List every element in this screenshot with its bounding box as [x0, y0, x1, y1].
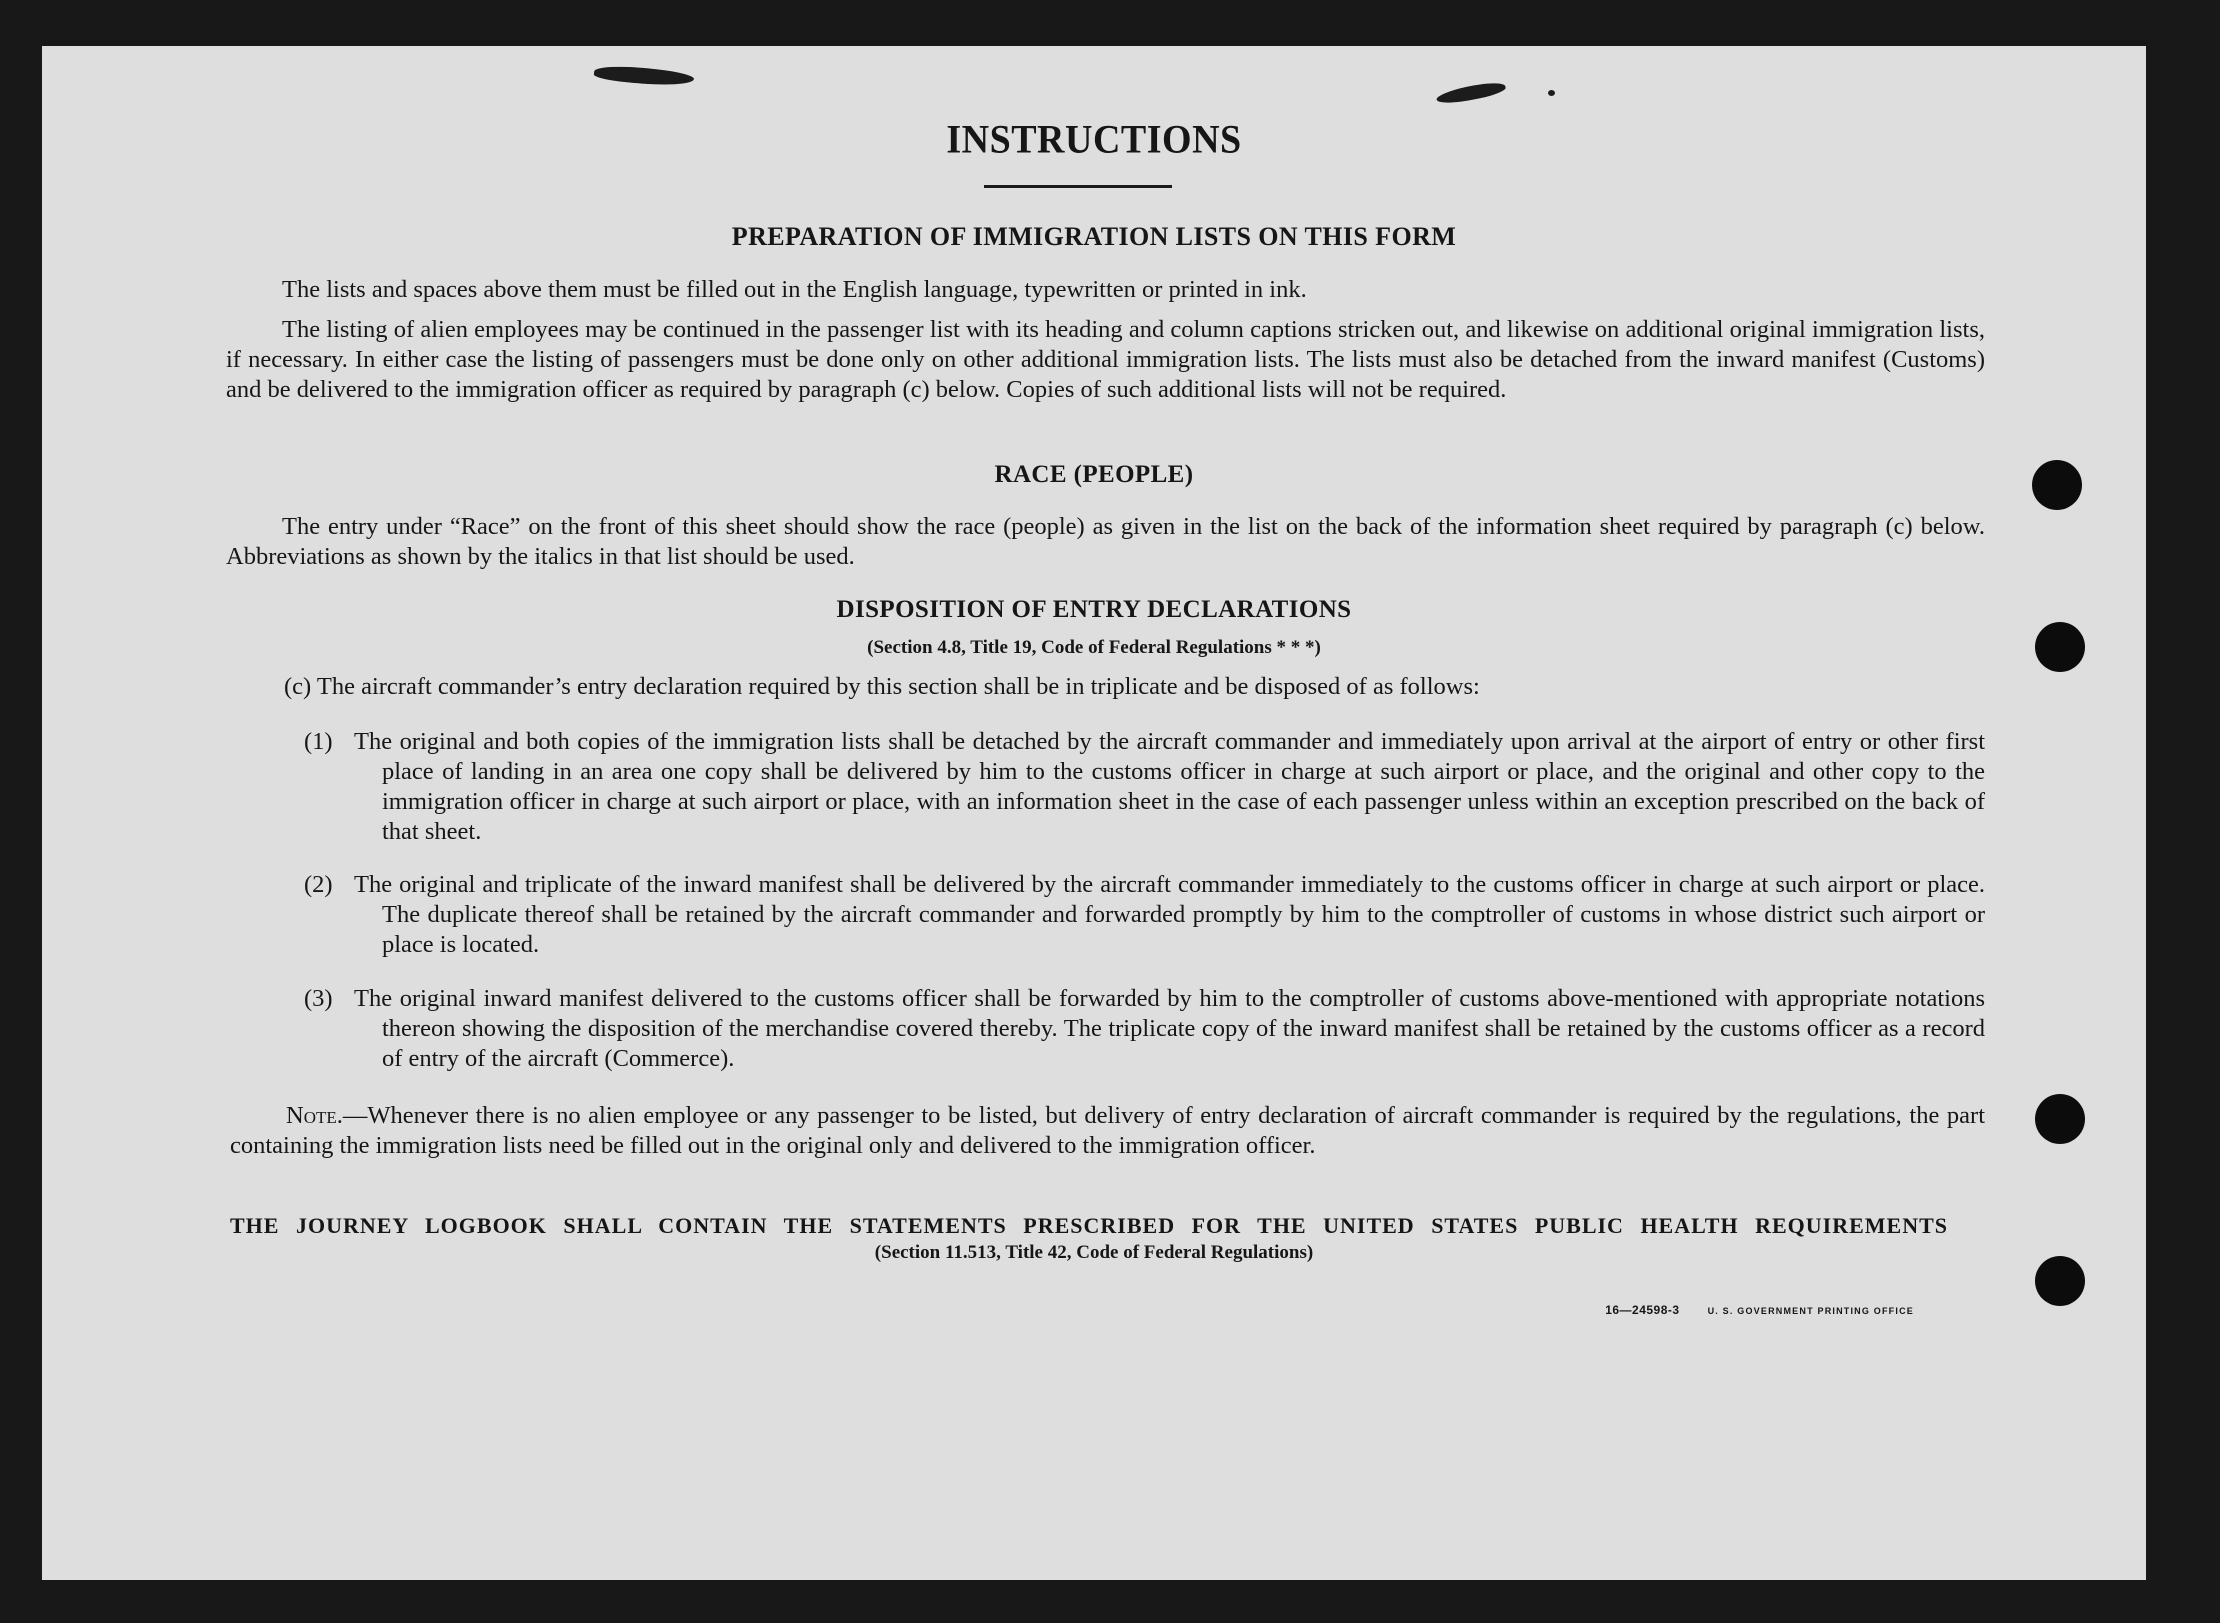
preparation-paragraph-2: The listing of alien employees may be continued in the passenger list with its heading and column captions stricken out, and likewise on additional original immigration lists, if necessary. In either case the listing of passengers must be done only on other additional immigration lists. The lists must also be detached from the inward manifest (Customs) and be delivered to the immigration officer as required by paragraph (c) below. Copies of such additional lists will not be required. [226, 316, 1985, 403]
health-requirements-statement: THE JOURNEY LOGBOOK SHALL CONTAIN THE STATEMENTS PRESCRIBED FOR THE UNITED STATES PUBLIC HEALTH REQUIREMENTS [230, 1213, 1948, 1238]
form-number: 16—24598-3 [1605, 1303, 1680, 1317]
disposition-citation: (Section 4.8, Title 19, Code of Federal Regulations * * *) [867, 637, 1321, 658]
disposition-intro: (c) The aircraft commander’s entry declaration required by this section shall be in triplicate and be disposed of as follows: [284, 673, 1480, 700]
disposition-item-1 [304, 727, 1985, 847]
preparation-paragraph-1: The lists and spaces above them must be filled out in the English language, typewritten or printed in ink. [282, 276, 1307, 303]
section-heading-disposition: DISPOSITION OF ENTRY DECLARATIONS [836, 596, 1352, 623]
item-number: (2) [304, 871, 333, 898]
disposition-item-3 [304, 984, 1985, 1074]
preparation-text [226, 275, 1985, 405]
disposition-item-2 [304, 870, 1985, 960]
health-requirements-citation: (Section 11.513, Title 42, Code of Federal Regulations) [874, 1242, 1314, 1263]
item-number: (3) [304, 985, 333, 1012]
race-paragraph: The entry under “Race” on the front of this sheet should show the race (people) as given in the list on the back of the information sheet required by paragraph (c) below. Abbreviations as shown by the italics in that list should be used. [226, 513, 1985, 570]
title-rule [984, 185, 1172, 188]
page-title: INSTRUCTIONS [946, 117, 1242, 163]
ink-smudge [1435, 79, 1506, 107]
section-heading-race: RACE (PEOPLE) [994, 461, 1194, 488]
document-page [42, 46, 2146, 1580]
ink-smudge [1548, 90, 1555, 96]
note-text: —Whenever there is no alien employee or any passenger to be listed, but delivery of entry declaration of aircraft commander is required by the regulations, the part containing the immigration lists need be filled out in the original only and delivered to the immigration officer. [230, 1102, 1985, 1159]
item-text: The original and both copies of the immigration lists shall be detached by the aircraft commander and immediately upon arrival at the airport of entry or other first place of landing in an area one copy shall be delivered by him to the customs officer in charge at such airport or place, and the original and other copy to the immigration officer in charge at such airport or place, with an information sheet in the case of each passenger unless within an exception prescribed on the back of that sheet. [354, 728, 1985, 845]
printer-imprint [1605, 1303, 1914, 1317]
note-label: Note. [286, 1102, 343, 1129]
ink-smudge [593, 63, 694, 89]
item-number: (1) [304, 728, 333, 755]
item-text: The original and triplicate of the inward manifest shall be delivered by the aircraft commander immediately to the customs officer in charge at such airport or place. The duplicate thereof shall be retained by the aircraft commander and forwarded promptly by him to the comptroller of customs in whose district such airport or place is located. [354, 871, 1985, 958]
printer-name: U. S. GOVERNMENT PRINTING OFFICE [1707, 1306, 1914, 1316]
section-heading-preparation: PREPARATION OF IMMIGRATION LISTS ON THIS FORM [731, 222, 1457, 251]
punch-hole [2035, 1094, 2085, 1144]
item-text: The original inward manifest delivered to the customs officer shall be forwarded by him to the comptroller of customs above-mentioned with appropriate notations thereon showing the disposition of the merchandise covered thereby. The triplicate copy of the inward manifest shall be retained by the customs officer as a record of entry of the aircraft (Commerce). [354, 985, 1985, 1072]
note-paragraph [230, 1101, 1985, 1161]
